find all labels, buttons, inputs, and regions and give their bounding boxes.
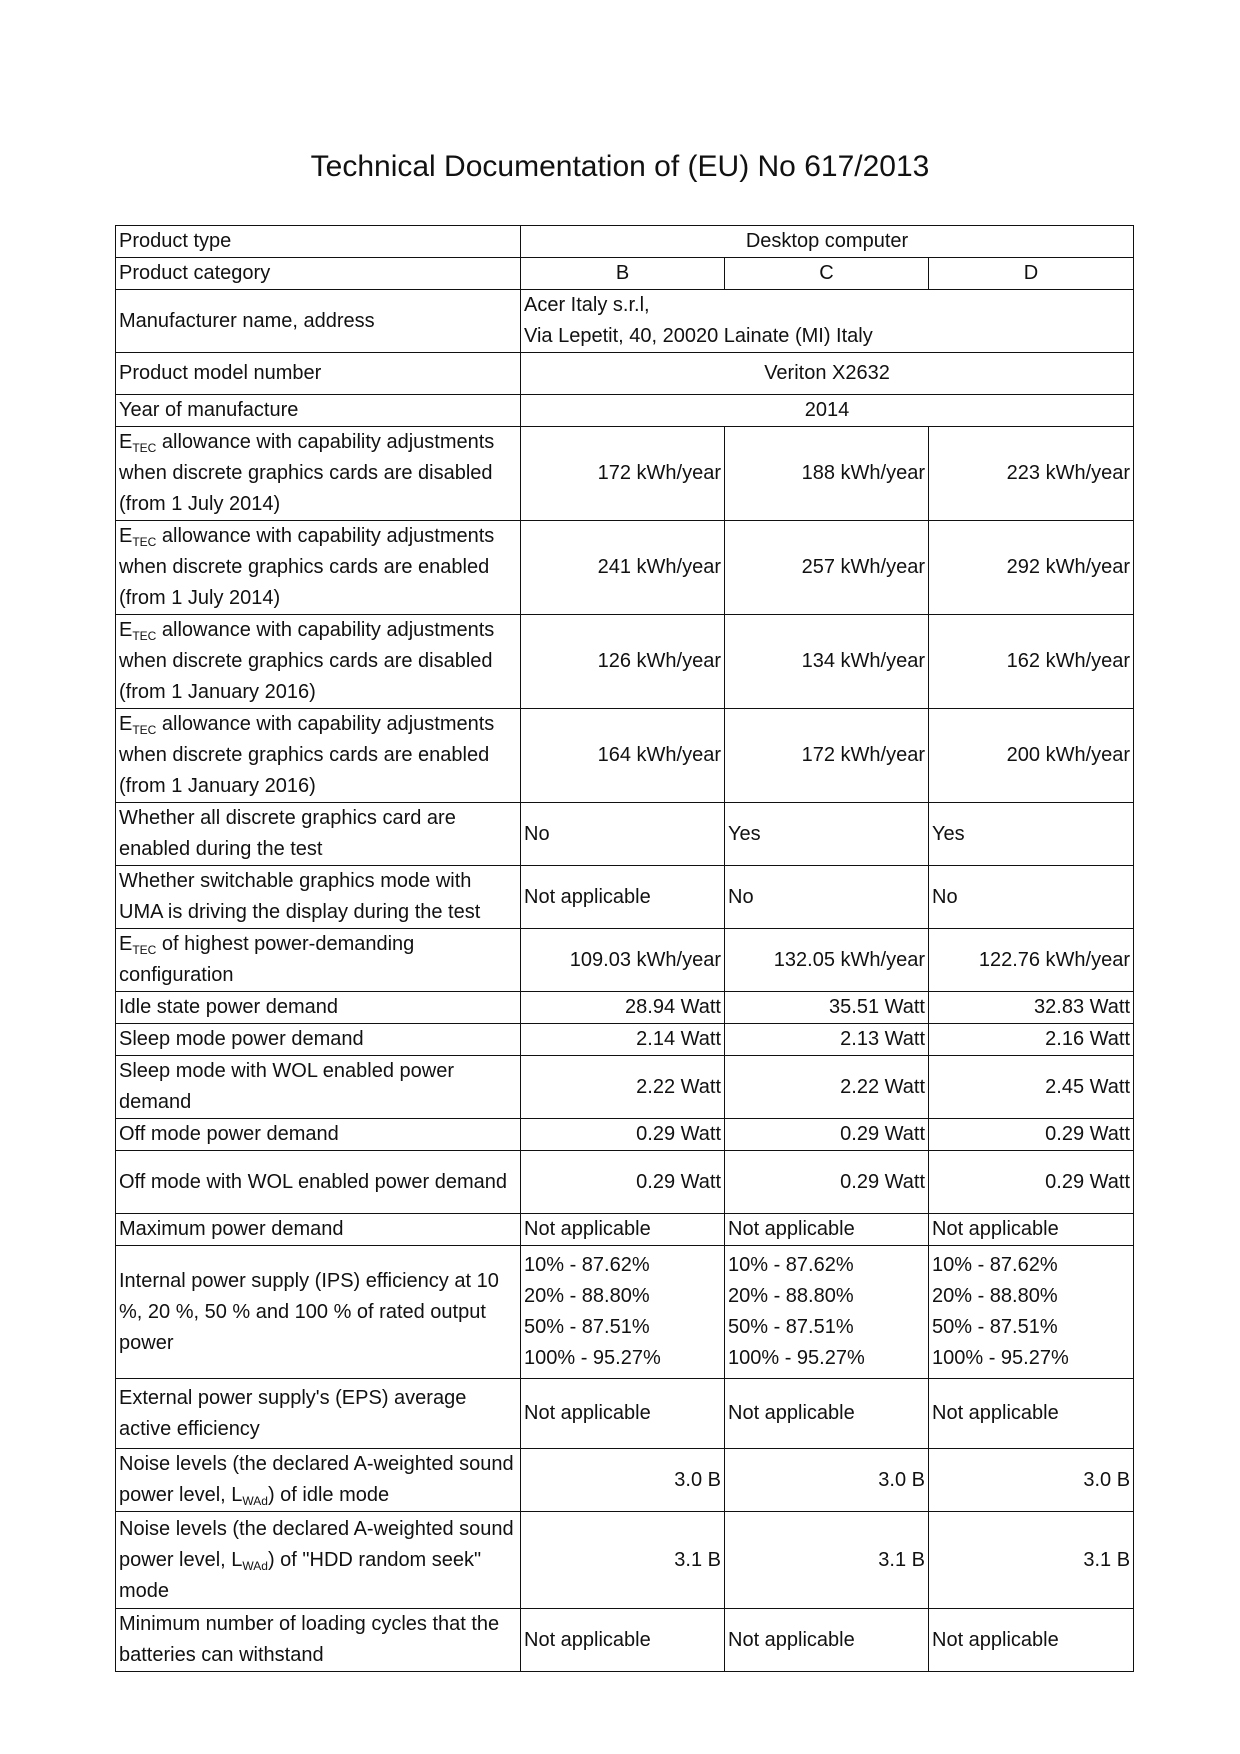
category-d: D: [929, 258, 1134, 290]
noise-label-pre: Noise levels (the declared A-weighted sound power level, L: [119, 1517, 514, 1571]
row-label: Sleep mode power demand: [116, 1024, 521, 1056]
etec-subscript: TEC: [132, 441, 157, 455]
etec-subscript: TEC: [132, 723, 157, 737]
cell-value: Not applicable: [521, 1609, 725, 1672]
cell-value: 223 kWh/year: [929, 427, 1134, 521]
table-row: [116, 866, 1134, 929]
noise-label-post: ) of idle mode: [267, 1484, 390, 1506]
lwad-subscript: WAd: [242, 1558, 268, 1573]
ips-values: [725, 1246, 929, 1379]
category-b: B: [521, 258, 725, 290]
table-row: [116, 1379, 1134, 1449]
year-value: 2014: [521, 395, 1134, 427]
cell-value: 0.29 Watt: [521, 1119, 725, 1151]
manufacturer-line: Via Lepetit, 40, 20020 Lainate (MI) Italy: [524, 325, 873, 347]
cell-value: Not applicable: [725, 1609, 929, 1672]
etec-label-text: allowance with capability adjustments when discrete graphics cards are enabled (from 1 January 2016): [119, 713, 495, 797]
etec-label-text: of highest power-demanding configuration: [119, 933, 415, 986]
cell-value: 257 kWh/year: [725, 521, 929, 615]
cell-value: 2.45 Watt: [929, 1056, 1134, 1119]
row-label: Sleep mode with WOL enabled power demand: [116, 1056, 521, 1119]
cell-value: 200 kWh/year: [929, 709, 1134, 803]
table-row: [116, 1056, 1134, 1119]
table-row: [116, 615, 1134, 709]
row-label: [116, 615, 521, 709]
ips-line: 50% - 87.51%: [524, 1316, 650, 1338]
cell-value: 132.05 kWh/year: [725, 929, 929, 992]
cell-value: 3.0 B: [725, 1449, 929, 1512]
cell-value: 28.94 Watt: [521, 992, 725, 1024]
cell-value: 0.29 Watt: [929, 1151, 1134, 1214]
cell-value: 241 kWh/year: [521, 521, 725, 615]
table-row: [116, 1512, 1134, 1609]
manufacturer-address: [521, 290, 1134, 353]
cell-value: 2.22 Watt: [521, 1056, 725, 1119]
cell-value: No: [725, 866, 929, 929]
row-label: Product model number: [116, 353, 521, 395]
page-title: Technical Documentation of (EU) No 617/2013: [310, 150, 930, 183]
etec-label-text: allowance with capability adjustments when discrete graphics cards are enabled (from 1 July 2014): [119, 525, 495, 609]
row-label: Whether switchable graphics mode with UMA is driving the display during the test: [116, 866, 521, 929]
row-label: [116, 427, 521, 521]
row-label: Year of manufacture: [116, 395, 521, 427]
table-row: [116, 992, 1134, 1024]
model-number: Veriton X2632: [521, 353, 1134, 395]
row-label: [116, 521, 521, 615]
cell-value: 3.1 B: [521, 1512, 725, 1609]
row-label: Off mode with WOL enabled power demand: [116, 1151, 521, 1214]
table-row: [116, 709, 1134, 803]
cell-value: Desktop computer: [521, 226, 1134, 258]
row-label: [116, 929, 521, 992]
ips-line: 100% - 95.27%: [728, 1347, 865, 1369]
cell-value: 0.29 Watt: [725, 1119, 929, 1151]
table-row: [116, 1246, 1134, 1379]
cell-value: 35.51 Watt: [725, 992, 929, 1024]
etec-symbol: E: [119, 525, 133, 547]
cell-value: 172 kWh/year: [521, 427, 725, 521]
cell-value: 172 kWh/year: [725, 709, 929, 803]
table-row: [116, 290, 1134, 353]
etec-symbol: E: [119, 713, 133, 735]
row-label: [116, 709, 521, 803]
etec-symbol: E: [119, 431, 133, 453]
cell-value: 2.14 Watt: [521, 1024, 725, 1056]
cell-value: 3.0 B: [521, 1449, 725, 1512]
etec-subscript: TEC: [132, 629, 157, 643]
cell-value: 134 kWh/year: [725, 615, 929, 709]
row-label: Internal power supply (IPS) efficiency at 10 %, 20 %, 50 % and 100 % of rated output power: [116, 1246, 521, 1379]
ips-values: [929, 1246, 1134, 1379]
cell-value: 3.1 B: [929, 1512, 1134, 1609]
row-label: [116, 1512, 521, 1609]
etec-symbol: E: [119, 619, 133, 641]
manufacturer-line: Acer Italy s.r.l,: [524, 294, 650, 316]
ips-line: 50% - 87.51%: [728, 1316, 854, 1338]
table-row: [116, 521, 1134, 615]
row-label: Product type: [116, 226, 521, 258]
cell-value: 2.16 Watt: [929, 1024, 1134, 1056]
etec-label-text: allowance with capability adjustments when discrete graphics cards are disabled (from 1 January 2016): [119, 619, 495, 703]
etec-subscript: TEC: [132, 943, 157, 957]
row-label: Manufacturer name, address: [116, 290, 521, 353]
cell-value: 292 kWh/year: [929, 521, 1134, 615]
ips-line: 10% - 87.62%: [728, 1254, 854, 1276]
row-label: External power supply's (EPS) average active efficiency: [116, 1379, 521, 1449]
row-label: Product category: [116, 258, 521, 290]
cell-value: 126 kWh/year: [521, 615, 725, 709]
cell-value: Yes: [929, 803, 1134, 866]
cell-value: 32.83 Watt: [929, 992, 1134, 1024]
ips-values: [521, 1246, 725, 1379]
cell-value: 122.76 kWh/year: [929, 929, 1134, 992]
table-row: [116, 1119, 1134, 1151]
cell-value: 2.22 Watt: [725, 1056, 929, 1119]
table-row: [116, 1151, 1134, 1214]
table-row: [116, 929, 1134, 992]
table-row: [116, 803, 1134, 866]
table-row: [116, 1449, 1134, 1512]
ips-line: 10% - 87.62%: [932, 1254, 1058, 1276]
cell-value: 0.29 Watt: [725, 1151, 929, 1214]
row-label: Minimum number of loading cycles that the batteries can withstand: [116, 1609, 521, 1672]
ips-line: 50% - 87.51%: [932, 1316, 1058, 1338]
row-label: Off mode power demand: [116, 1119, 521, 1151]
cell-value: Yes: [725, 803, 929, 866]
category-c: C: [725, 258, 929, 290]
etec-subscript: TEC: [132, 535, 157, 549]
row-label: Maximum power demand: [116, 1214, 521, 1246]
cell-value: Not applicable: [521, 1379, 725, 1449]
noise-label-post: ) of "HDD random seek" mode: [119, 1548, 482, 1602]
ips-line: 100% - 95.27%: [524, 1347, 661, 1369]
cell-value: 0.29 Watt: [521, 1151, 725, 1214]
cell-value: 109.03 kWh/year: [521, 929, 725, 992]
cell-value: Not applicable: [929, 1609, 1134, 1672]
cell-value: Not applicable: [521, 1214, 725, 1246]
cell-value: Not applicable: [725, 1214, 929, 1246]
ips-line: 20% - 88.80%: [728, 1285, 854, 1307]
cell-value: No: [521, 803, 725, 866]
ips-line: 20% - 88.80%: [932, 1285, 1058, 1307]
table-row: [116, 226, 1134, 258]
row-label: [116, 1449, 521, 1512]
cell-value: Not applicable: [929, 1214, 1134, 1246]
cell-value: 188 kWh/year: [725, 427, 929, 521]
table-row: [116, 1214, 1134, 1246]
cell-value: 2.13 Watt: [725, 1024, 929, 1056]
cell-value: Not applicable: [929, 1379, 1134, 1449]
row-label: Whether all discrete graphics card are enabled during the test: [116, 803, 521, 866]
cell-value: 3.0 B: [929, 1449, 1134, 1512]
table-row: [116, 1024, 1134, 1056]
cell-value: No: [929, 866, 1134, 929]
cell-value: Not applicable: [521, 866, 725, 929]
cell-value: 0.29 Watt: [929, 1119, 1134, 1151]
etec-label-text: allowance with capability adjustments when discrete graphics cards are disabled (from 1 July 2014): [119, 431, 495, 515]
ips-line: 20% - 88.80%: [524, 1285, 650, 1307]
ips-line: 10% - 87.62%: [524, 1254, 650, 1276]
etec-symbol: E: [119, 933, 133, 955]
cell-value: 162 kWh/year: [929, 615, 1134, 709]
row-label: Idle state power demand: [116, 992, 521, 1024]
table-row: [116, 395, 1134, 427]
noise-label-pre: Noise levels (the declared A-weighted sound power level, L: [119, 1453, 514, 1506]
ips-line: 100% - 95.27%: [932, 1347, 1069, 1369]
cell-value: Not applicable: [725, 1379, 929, 1449]
cell-value: 164 kWh/year: [521, 709, 725, 803]
table-row: [116, 1609, 1134, 1672]
table-row: [116, 427, 1134, 521]
table-row: [116, 258, 1134, 290]
spec-table: [115, 225, 1134, 1672]
cell-value: 3.1 B: [725, 1512, 929, 1609]
table-row: [116, 353, 1134, 395]
lwad-subscript: WAd: [242, 1494, 268, 1508]
